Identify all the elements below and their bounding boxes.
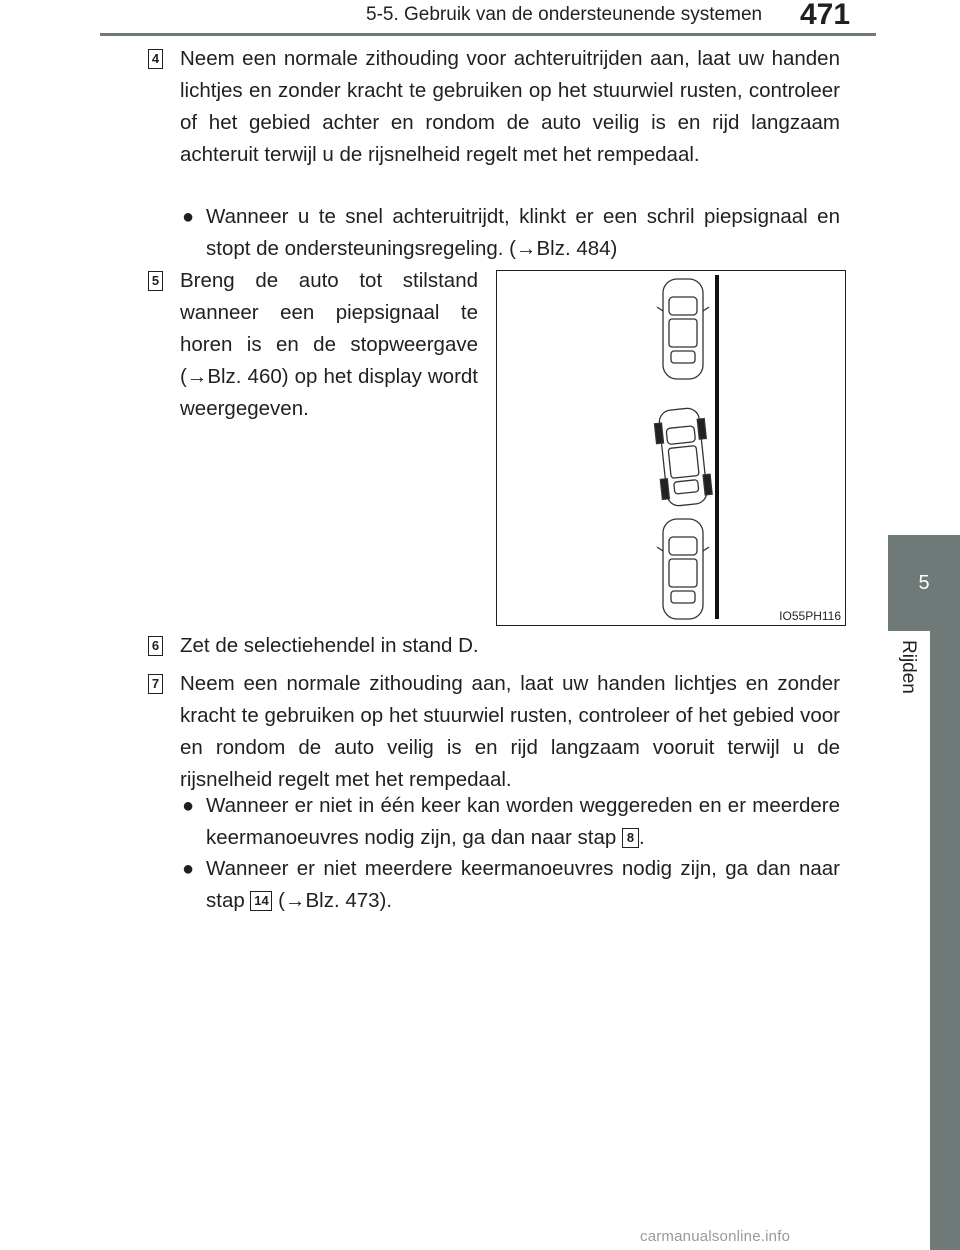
step-number-box: 7 (148, 674, 163, 694)
step-7-bullet-2-end: (→Blz. 473). (278, 889, 393, 912)
parked-car-rear (657, 519, 709, 619)
step-4-bullet (180, 201, 840, 265)
step-number-box: 6 (148, 636, 163, 656)
figure-code: IO55PH116 (779, 609, 841, 623)
page-number: 471 (800, 0, 851, 31)
parked-car-front (657, 279, 709, 379)
maneuvering-car (653, 407, 713, 508)
chapter-tab[interactable] (888, 535, 960, 631)
step-5-text: Breng de auto tot stilstand wanneer een piepsignaal te horen is en de stopweergave (→Blz. 460) op het display wordt weergegeven. (180, 269, 478, 420)
step-7-bullet-2-text: Wanneer er niet meerdere keermanoeuvres nodig zijn, ga dan naar stap (206, 857, 840, 912)
step-number-box: 4 (148, 49, 163, 69)
bullet-icon: ● (182, 206, 195, 228)
chapter-tab-label: Rijden (898, 640, 919, 694)
step-7-bullet-2 (180, 853, 840, 917)
step-4-text: Neem een normale zithouding voor achteruitrijden aan, laat uw handen lichtjes en zonder kracht te gebruiken op het stuurwiel rusten, controleer of het gebied achter en rondom de auto veilig is en rijd langzaam achteruit terwijl u de rijsnelheid regelt met het rempedaal. (180, 47, 840, 166)
bullet-icon: ● (182, 795, 195, 817)
step-7-text: Neem een normale zithouding aan, laat uw handen lichtjes en zonder kracht te gebruiken op het stuurwiel rusten, controleer of het gebied voor en rondom de auto veilig is en rijd langzaam vooruit terwijl u de rijsnelheid regelt met het rempedaal. (180, 672, 840, 791)
step-6-text: Zet de selectiehendel in stand D. (180, 634, 479, 657)
chapter-side-bar (930, 631, 960, 1250)
step-7-bullet-1-end: . (638, 826, 645, 849)
step-ref-box[interactable]: 8 (622, 828, 639, 848)
watermark-text: carmanualsonline.info (640, 1228, 791, 1245)
step-4-bullet-text: Wanneer u te snel achteruitrijdt, klinkt er een schril piepsignaal en stopt de ondersteuningsregeling. (→Blz. 484) (206, 205, 840, 260)
parking-diagram-svg (497, 271, 844, 624)
step-7-bullet-1 (180, 790, 840, 854)
header-divider (100, 33, 876, 36)
step-7-bullet-1-text: Wanneer er niet in één keer kan worden weggereden en er meerdere keermanoeuvres nodig zijn, ga dan naar stap (206, 794, 840, 849)
chapter-heading: 5-5. Gebruik van de ondersteunende systemen (366, 4, 763, 25)
parking-illustration (496, 270, 846, 626)
bullet-icon: ● (182, 858, 195, 880)
step-ref-box[interactable]: 14 (250, 891, 272, 911)
chapter-tab-number: 5 (918, 571, 930, 594)
step-number-box: 5 (148, 271, 163, 291)
